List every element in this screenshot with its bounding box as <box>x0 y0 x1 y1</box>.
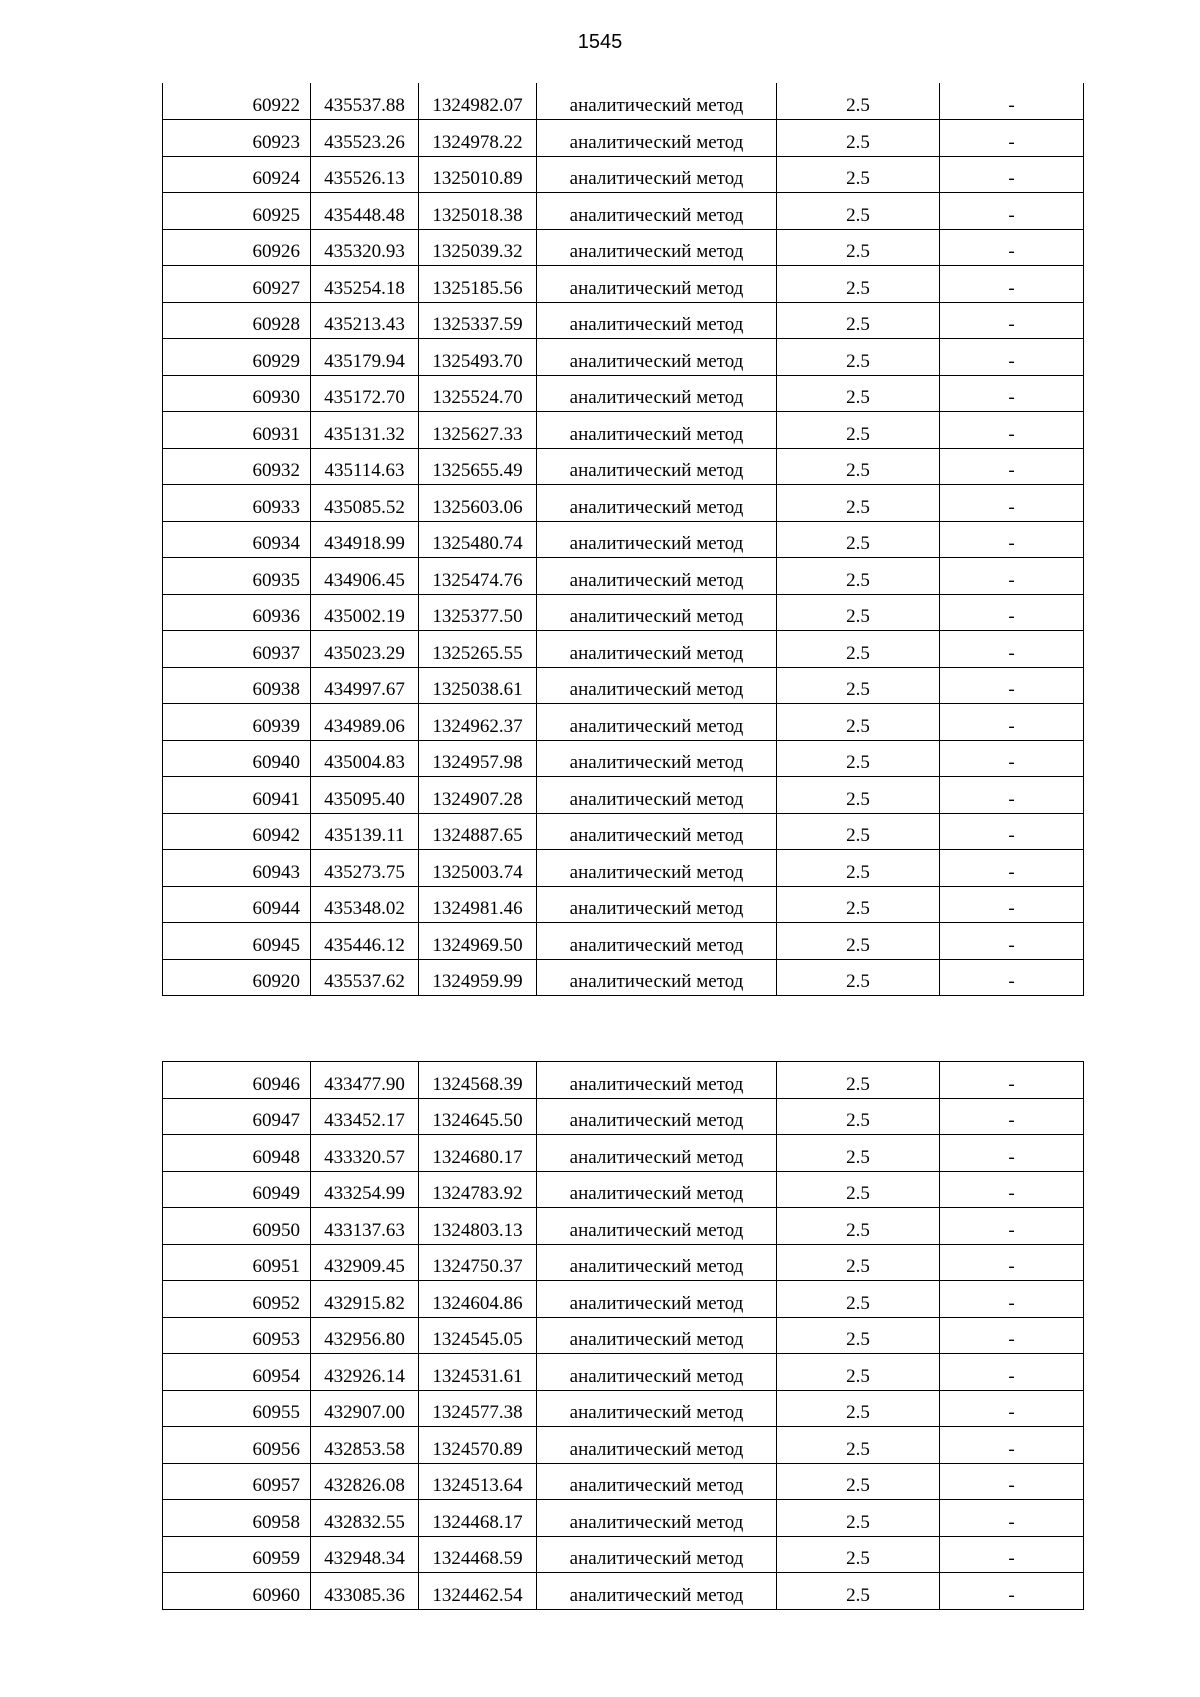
note-cell: - <box>940 412 1084 449</box>
method-cell: аналитический метод <box>537 1536 777 1573</box>
accuracy-cell: 2.5 <box>777 704 940 741</box>
method-cell: аналитический метод <box>537 1135 777 1172</box>
table-row <box>163 1135 1084 1172</box>
point-id-cell: 60931 <box>163 412 311 449</box>
accuracy-cell: 2.5 <box>777 1427 940 1464</box>
method-cell: аналитический метод <box>537 594 777 631</box>
point-id-cell: 60920 <box>163 959 311 996</box>
note-cell: - <box>940 1281 1084 1318</box>
method-cell: аналитический метод <box>537 485 777 522</box>
accuracy-cell: 2.5 <box>777 412 940 449</box>
note-cell: - <box>940 558 1084 595</box>
y-coordinate-cell: 1324531.61 <box>419 1354 537 1391</box>
point-id-cell: 60946 <box>163 1062 311 1099</box>
x-coordinate-cell: 435085.52 <box>311 485 419 522</box>
method-cell: аналитический метод <box>537 1463 777 1500</box>
note-cell: - <box>940 1098 1084 1135</box>
method-cell: аналитический метод <box>537 558 777 595</box>
accuracy-cell: 2.5 <box>777 1098 940 1135</box>
accuracy-cell: 2.5 <box>777 594 940 631</box>
accuracy-cell: 2.5 <box>777 850 940 887</box>
note-cell: - <box>940 448 1084 485</box>
method-cell: аналитический метод <box>537 521 777 558</box>
x-coordinate-cell: 435448.48 <box>311 193 419 230</box>
accuracy-cell: 2.5 <box>777 375 940 412</box>
note-cell: - <box>940 1463 1084 1500</box>
x-coordinate-cell: 434906.45 <box>311 558 419 595</box>
y-coordinate-cell: 1325603.06 <box>419 485 537 522</box>
method-cell: аналитический метод <box>537 339 777 376</box>
accuracy-cell: 2.5 <box>777 1062 940 1099</box>
point-id-cell: 60941 <box>163 777 311 814</box>
method-cell: аналитический метод <box>537 375 777 412</box>
note-cell: - <box>940 850 1084 887</box>
table-row <box>163 485 1084 522</box>
method-cell: аналитический метод <box>537 1500 777 1537</box>
accuracy-cell: 2.5 <box>777 558 940 595</box>
point-id-cell: 60923 <box>163 120 311 157</box>
x-coordinate-cell: 435537.62 <box>311 959 419 996</box>
coordinates-table-2 <box>162 1061 1084 1610</box>
accuracy-cell: 2.5 <box>777 1536 940 1573</box>
y-coordinate-cell: 1324803.13 <box>419 1208 537 1245</box>
method-cell: аналитический метод <box>537 156 777 193</box>
method-cell: аналитический метод <box>537 412 777 449</box>
point-id-cell: 60954 <box>163 1354 311 1391</box>
accuracy-cell: 2.5 <box>777 1573 940 1610</box>
accuracy-cell: 2.5 <box>777 740 940 777</box>
method-cell: аналитический метод <box>537 193 777 230</box>
x-coordinate-cell: 435131.32 <box>311 412 419 449</box>
point-id-cell: 60944 <box>163 886 311 923</box>
note-cell: - <box>940 594 1084 631</box>
method-cell: аналитический метод <box>537 631 777 668</box>
y-coordinate-cell: 1324978.22 <box>419 120 537 157</box>
accuracy-cell: 2.5 <box>777 1317 940 1354</box>
y-coordinate-cell: 1325010.89 <box>419 156 537 193</box>
point-id-cell: 60956 <box>163 1427 311 1464</box>
method-cell: аналитический метод <box>537 813 777 850</box>
point-id-cell: 60933 <box>163 485 311 522</box>
x-coordinate-cell: 435004.83 <box>311 740 419 777</box>
y-coordinate-cell: 1325018.38 <box>419 193 537 230</box>
x-coordinate-cell: 435254.18 <box>311 266 419 303</box>
point-id-cell: 60952 <box>163 1281 311 1318</box>
table-row <box>163 156 1084 193</box>
y-coordinate-cell: 1324570.89 <box>419 1427 537 1464</box>
method-cell: аналитический метод <box>537 886 777 923</box>
x-coordinate-cell: 434989.06 <box>311 704 419 741</box>
note-cell: - <box>940 485 1084 522</box>
y-coordinate-cell: 1324959.99 <box>419 959 537 996</box>
table-row <box>163 521 1084 558</box>
table-row <box>163 1281 1084 1318</box>
point-id-cell: 60948 <box>163 1135 311 1172</box>
accuracy-cell: 2.5 <box>777 1171 940 1208</box>
note-cell: - <box>940 266 1084 303</box>
y-coordinate-cell: 1325003.74 <box>419 850 537 887</box>
note-cell: - <box>940 1354 1084 1391</box>
y-coordinate-cell: 1325039.32 <box>419 229 537 266</box>
x-coordinate-cell: 432909.45 <box>311 1244 419 1281</box>
y-coordinate-cell: 1325185.56 <box>419 266 537 303</box>
note-cell: - <box>940 1536 1084 1573</box>
x-coordinate-cell: 433137.63 <box>311 1208 419 1245</box>
x-coordinate-cell: 435213.43 <box>311 302 419 339</box>
note-cell: - <box>940 521 1084 558</box>
point-id-cell: 60930 <box>163 375 311 412</box>
method-cell: аналитический метод <box>537 740 777 777</box>
x-coordinate-cell: 432907.00 <box>311 1390 419 1427</box>
note-cell: - <box>940 923 1084 960</box>
x-coordinate-cell: 435023.29 <box>311 631 419 668</box>
accuracy-cell: 2.5 <box>777 923 940 960</box>
accuracy-cell: 2.5 <box>777 667 940 704</box>
table-row <box>163 448 1084 485</box>
method-cell: аналитический метод <box>537 83 777 120</box>
note-cell: - <box>940 1244 1084 1281</box>
note-cell: - <box>940 83 1084 120</box>
accuracy-cell: 2.5 <box>777 448 940 485</box>
point-id-cell: 60958 <box>163 1500 311 1537</box>
y-coordinate-cell: 1324462.54 <box>419 1573 537 1610</box>
accuracy-cell: 2.5 <box>777 1500 940 1537</box>
table-row <box>163 850 1084 887</box>
table-row <box>163 1317 1084 1354</box>
table-row <box>163 1244 1084 1281</box>
method-cell: аналитический метод <box>537 120 777 157</box>
method-cell: аналитический метод <box>537 704 777 741</box>
point-id-cell: 60924 <box>163 156 311 193</box>
x-coordinate-cell: 435348.02 <box>311 886 419 923</box>
coordinates-table-1 <box>162 83 1084 996</box>
y-coordinate-cell: 1324957.98 <box>419 740 537 777</box>
table-row <box>163 375 1084 412</box>
method-cell: аналитический метод <box>537 1427 777 1464</box>
point-id-cell: 60940 <box>163 740 311 777</box>
accuracy-cell: 2.5 <box>777 1135 940 1172</box>
table-row <box>163 1463 1084 1500</box>
x-coordinate-cell: 435114.63 <box>311 448 419 485</box>
x-coordinate-cell: 435537.88 <box>311 83 419 120</box>
method-cell: аналитический метод <box>537 302 777 339</box>
method-cell: аналитический метод <box>537 1354 777 1391</box>
y-coordinate-cell: 1324982.07 <box>419 83 537 120</box>
x-coordinate-cell: 435526.13 <box>311 156 419 193</box>
accuracy-cell: 2.5 <box>777 1281 940 1318</box>
x-coordinate-cell: 432832.55 <box>311 1500 419 1537</box>
note-cell: - <box>940 1208 1084 1245</box>
table-row <box>163 266 1084 303</box>
point-id-cell: 60951 <box>163 1244 311 1281</box>
point-id-cell: 60935 <box>163 558 311 595</box>
table-row <box>163 594 1084 631</box>
x-coordinate-cell: 433452.17 <box>311 1098 419 1135</box>
x-coordinate-cell: 435273.75 <box>311 850 419 887</box>
x-coordinate-cell: 432926.14 <box>311 1354 419 1391</box>
accuracy-cell: 2.5 <box>777 83 940 120</box>
x-coordinate-cell: 435446.12 <box>311 923 419 960</box>
point-id-cell: 60943 <box>163 850 311 887</box>
table-row <box>163 1171 1084 1208</box>
x-coordinate-cell: 432948.34 <box>311 1536 419 1573</box>
y-coordinate-cell: 1325524.70 <box>419 375 537 412</box>
accuracy-cell: 2.5 <box>777 631 940 668</box>
point-id-cell: 60927 <box>163 266 311 303</box>
note-cell: - <box>940 631 1084 668</box>
accuracy-cell: 2.5 <box>777 1390 940 1427</box>
method-cell: аналитический метод <box>537 1281 777 1318</box>
y-coordinate-cell: 1325493.70 <box>419 339 537 376</box>
accuracy-cell: 2.5 <box>777 302 940 339</box>
table-row <box>163 631 1084 668</box>
note-cell: - <box>940 740 1084 777</box>
point-id-cell: 60929 <box>163 339 311 376</box>
table-row <box>163 667 1084 704</box>
y-coordinate-cell: 1324545.05 <box>419 1317 537 1354</box>
table-row <box>163 813 1084 850</box>
method-cell: аналитический метод <box>537 229 777 266</box>
point-id-cell: 60949 <box>163 1171 311 1208</box>
note-cell: - <box>940 302 1084 339</box>
x-coordinate-cell: 435002.19 <box>311 594 419 631</box>
method-cell: аналитический метод <box>537 1208 777 1245</box>
y-coordinate-cell: 1324783.92 <box>419 1171 537 1208</box>
note-cell: - <box>940 886 1084 923</box>
note-cell: - <box>940 667 1084 704</box>
point-id-cell: 60938 <box>163 667 311 704</box>
accuracy-cell: 2.5 <box>777 1463 940 1500</box>
note-cell: - <box>940 1500 1084 1537</box>
point-id-cell: 60953 <box>163 1317 311 1354</box>
x-coordinate-cell: 433320.57 <box>311 1135 419 1172</box>
table-row <box>163 959 1084 996</box>
table-row <box>163 1536 1084 1573</box>
accuracy-cell: 2.5 <box>777 193 940 230</box>
point-id-cell: 60934 <box>163 521 311 558</box>
point-id-cell: 60932 <box>163 448 311 485</box>
table-row <box>163 1573 1084 1610</box>
method-cell: аналитический метод <box>537 266 777 303</box>
point-id-cell: 60945 <box>163 923 311 960</box>
note-cell: - <box>940 1135 1084 1172</box>
x-coordinate-cell: 433085.36 <box>311 1573 419 1610</box>
x-coordinate-cell: 432853.58 <box>311 1427 419 1464</box>
accuracy-cell: 2.5 <box>777 813 940 850</box>
page-number: 1545 <box>577 31 623 53</box>
accuracy-cell: 2.5 <box>777 1244 940 1281</box>
note-cell: - <box>940 339 1084 376</box>
point-id-cell: 60960 <box>163 1573 311 1610</box>
x-coordinate-cell: 432826.08 <box>311 1463 419 1500</box>
accuracy-cell: 2.5 <box>777 521 940 558</box>
y-coordinate-cell: 1325337.59 <box>419 302 537 339</box>
x-coordinate-cell: 435095.40 <box>311 777 419 814</box>
x-coordinate-cell: 433477.90 <box>311 1062 419 1099</box>
method-cell: аналитический метод <box>537 777 777 814</box>
y-coordinate-cell: 1324468.59 <box>419 1536 537 1573</box>
y-coordinate-cell: 1324907.28 <box>419 777 537 814</box>
note-cell: - <box>940 1427 1084 1464</box>
accuracy-cell: 2.5 <box>777 266 940 303</box>
note-cell: - <box>940 1171 1084 1208</box>
note-cell: - <box>940 193 1084 230</box>
point-id-cell: 60957 <box>163 1463 311 1500</box>
note-cell: - <box>940 1062 1084 1099</box>
x-coordinate-cell: 435172.70 <box>311 375 419 412</box>
y-coordinate-cell: 1325655.49 <box>419 448 537 485</box>
note-cell: - <box>940 229 1084 266</box>
method-cell: аналитический метод <box>537 667 777 704</box>
point-id-cell: 60955 <box>163 1390 311 1427</box>
table-row <box>163 886 1084 923</box>
x-coordinate-cell: 435523.26 <box>311 120 419 157</box>
x-coordinate-cell: 434997.67 <box>311 667 419 704</box>
y-coordinate-cell: 1325480.74 <box>419 521 537 558</box>
y-coordinate-cell: 1324604.86 <box>419 1281 537 1318</box>
method-cell: аналитический метод <box>537 1390 777 1427</box>
point-id-cell: 60947 <box>163 1098 311 1135</box>
table-row <box>163 339 1084 376</box>
accuracy-cell: 2.5 <box>777 485 940 522</box>
table-row <box>163 1208 1084 1245</box>
note-cell: - <box>940 813 1084 850</box>
table-row <box>163 302 1084 339</box>
method-cell: аналитический метод <box>537 1244 777 1281</box>
method-cell: аналитический метод <box>537 850 777 887</box>
table-row <box>163 923 1084 960</box>
table-row <box>163 704 1084 741</box>
method-cell: аналитический метод <box>537 1317 777 1354</box>
note-cell: - <box>940 156 1084 193</box>
point-id-cell: 60942 <box>163 813 311 850</box>
table-row <box>163 558 1084 595</box>
accuracy-cell: 2.5 <box>777 229 940 266</box>
note-cell: - <box>940 1317 1084 1354</box>
accuracy-cell: 2.5 <box>777 339 940 376</box>
table-row <box>163 1354 1084 1391</box>
accuracy-cell: 2.5 <box>777 156 940 193</box>
accuracy-cell: 2.5 <box>777 959 940 996</box>
y-coordinate-cell: 1324568.39 <box>419 1062 537 1099</box>
method-cell: аналитический метод <box>537 448 777 485</box>
y-coordinate-cell: 1325038.61 <box>419 667 537 704</box>
note-cell: - <box>940 120 1084 157</box>
table-row <box>163 229 1084 266</box>
method-cell: аналитический метод <box>537 923 777 960</box>
note-cell: - <box>940 777 1084 814</box>
table-row <box>163 777 1084 814</box>
point-id-cell: 60939 <box>163 704 311 741</box>
y-coordinate-cell: 1324969.50 <box>419 923 537 960</box>
x-coordinate-cell: 433254.99 <box>311 1171 419 1208</box>
method-cell: аналитический метод <box>537 959 777 996</box>
table-row <box>163 120 1084 157</box>
table-row <box>163 83 1084 120</box>
point-id-cell: 60926 <box>163 229 311 266</box>
table-row <box>163 1390 1084 1427</box>
table-row <box>163 1062 1084 1099</box>
point-id-cell: 60937 <box>163 631 311 668</box>
method-cell: аналитический метод <box>537 1171 777 1208</box>
y-coordinate-cell: 1325377.50 <box>419 594 537 631</box>
note-cell: - <box>940 704 1084 741</box>
point-id-cell: 60928 <box>163 302 311 339</box>
x-coordinate-cell: 432915.82 <box>311 1281 419 1318</box>
y-coordinate-cell: 1324887.65 <box>419 813 537 850</box>
y-coordinate-cell: 1324645.50 <box>419 1098 537 1135</box>
point-id-cell: 60936 <box>163 594 311 631</box>
note-cell: - <box>940 375 1084 412</box>
method-cell: аналитический метод <box>537 1062 777 1099</box>
y-coordinate-cell: 1325265.55 <box>419 631 537 668</box>
table-row <box>163 1500 1084 1537</box>
y-coordinate-cell: 1325627.33 <box>419 412 537 449</box>
note-cell: - <box>940 959 1084 996</box>
accuracy-cell: 2.5 <box>777 120 940 157</box>
table-row <box>163 412 1084 449</box>
note-cell: - <box>940 1390 1084 1427</box>
note-cell: - <box>940 1573 1084 1610</box>
accuracy-cell: 2.5 <box>777 1354 940 1391</box>
x-coordinate-cell: 435320.93 <box>311 229 419 266</box>
point-id-cell: 60950 <box>163 1208 311 1245</box>
y-coordinate-cell: 1324962.37 <box>419 704 537 741</box>
y-coordinate-cell: 1324513.64 <box>419 1463 537 1500</box>
table-row <box>163 1427 1084 1464</box>
accuracy-cell: 2.5 <box>777 777 940 814</box>
table-row <box>163 1098 1084 1135</box>
y-coordinate-cell: 1324577.38 <box>419 1390 537 1427</box>
x-coordinate-cell: 435139.11 <box>311 813 419 850</box>
table-row <box>163 740 1084 777</box>
method-cell: аналитический метод <box>537 1573 777 1610</box>
point-id-cell: 60925 <box>163 193 311 230</box>
y-coordinate-cell: 1324468.17 <box>419 1500 537 1537</box>
accuracy-cell: 2.5 <box>777 1208 940 1245</box>
accuracy-cell: 2.5 <box>777 886 940 923</box>
y-coordinate-cell: 1325474.76 <box>419 558 537 595</box>
x-coordinate-cell: 435179.94 <box>311 339 419 376</box>
y-coordinate-cell: 1324680.17 <box>419 1135 537 1172</box>
y-coordinate-cell: 1324981.46 <box>419 886 537 923</box>
method-cell: аналитический метод <box>537 1098 777 1135</box>
x-coordinate-cell: 432956.80 <box>311 1317 419 1354</box>
point-id-cell: 60922 <box>163 83 311 120</box>
point-id-cell: 60959 <box>163 1536 311 1573</box>
table-row <box>163 193 1084 230</box>
y-coordinate-cell: 1324750.37 <box>419 1244 537 1281</box>
x-coordinate-cell: 434918.99 <box>311 521 419 558</box>
